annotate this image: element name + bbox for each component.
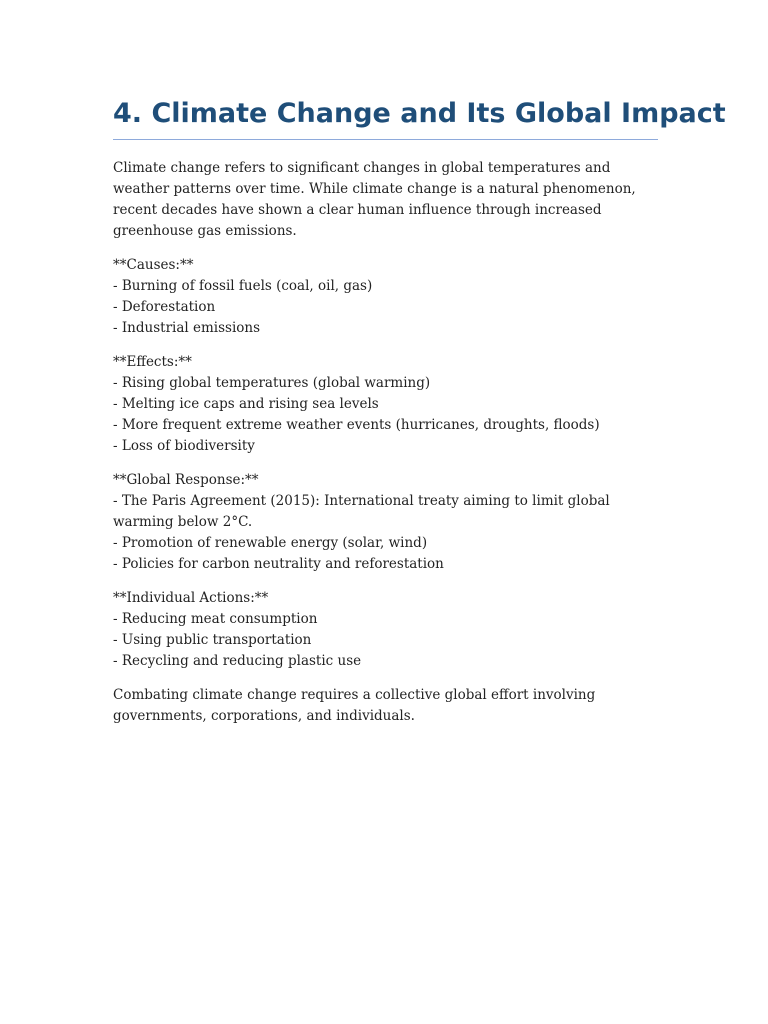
intro-paragraph: Climate change refers to significant changes in global temperatures and weather patterns over time. While climate change is a natural phenomenon, recent decades have shown a clear human influence through increased greenhouse gas emissions. [113, 160, 636, 239]
global-response-item: - The Paris Agreement (2015): International treaty aiming to limit global warming below 2°C. [113, 493, 610, 530]
individual-actions-item: - Reducing meat consumption [113, 611, 318, 627]
causes-heading: **Causes:** [113, 257, 194, 273]
effects-item: - More frequent extreme weather events (hurricanes, droughts, floods) [113, 417, 600, 433]
causes-item: - Industrial emissions [113, 320, 261, 336]
effects-section [113, 352, 658, 457]
causes-item: - Deforestation [113, 299, 216, 315]
global-response-item: - Policies for carbon neutrality and reforestation [113, 556, 444, 572]
effects-item: - Melting ice caps and rising sea levels [113, 396, 379, 412]
causes-item: - Burning of fossil fuels (coal, oil, gas) [113, 278, 373, 294]
global-response-section [113, 470, 658, 575]
conclusion-paragraph: Combating climate change requires a collective global effort involving governments, corporations, and individuals. [113, 687, 596, 724]
effects-heading: **Effects:** [113, 354, 192, 370]
individual-actions-section [113, 588, 658, 672]
individual-actions-heading: **Individual Actions:** [113, 590, 269, 606]
individual-actions-item: - Using public transportation [113, 632, 312, 648]
effects-item: - Loss of biodiversity [113, 438, 255, 454]
global-response-item: - Promotion of renewable energy (solar, wind) [113, 535, 428, 551]
document-title: 4. Climate Change and Its Global Impact [113, 95, 658, 140]
document-page [113, 95, 726, 727]
individual-actions-item: - Recycling and reducing plastic use [113, 653, 362, 669]
causes-section [113, 255, 658, 339]
effects-item: - Rising global temperatures (global warming) [113, 375, 431, 391]
global-response-heading: **Global Response:** [113, 472, 259, 488]
